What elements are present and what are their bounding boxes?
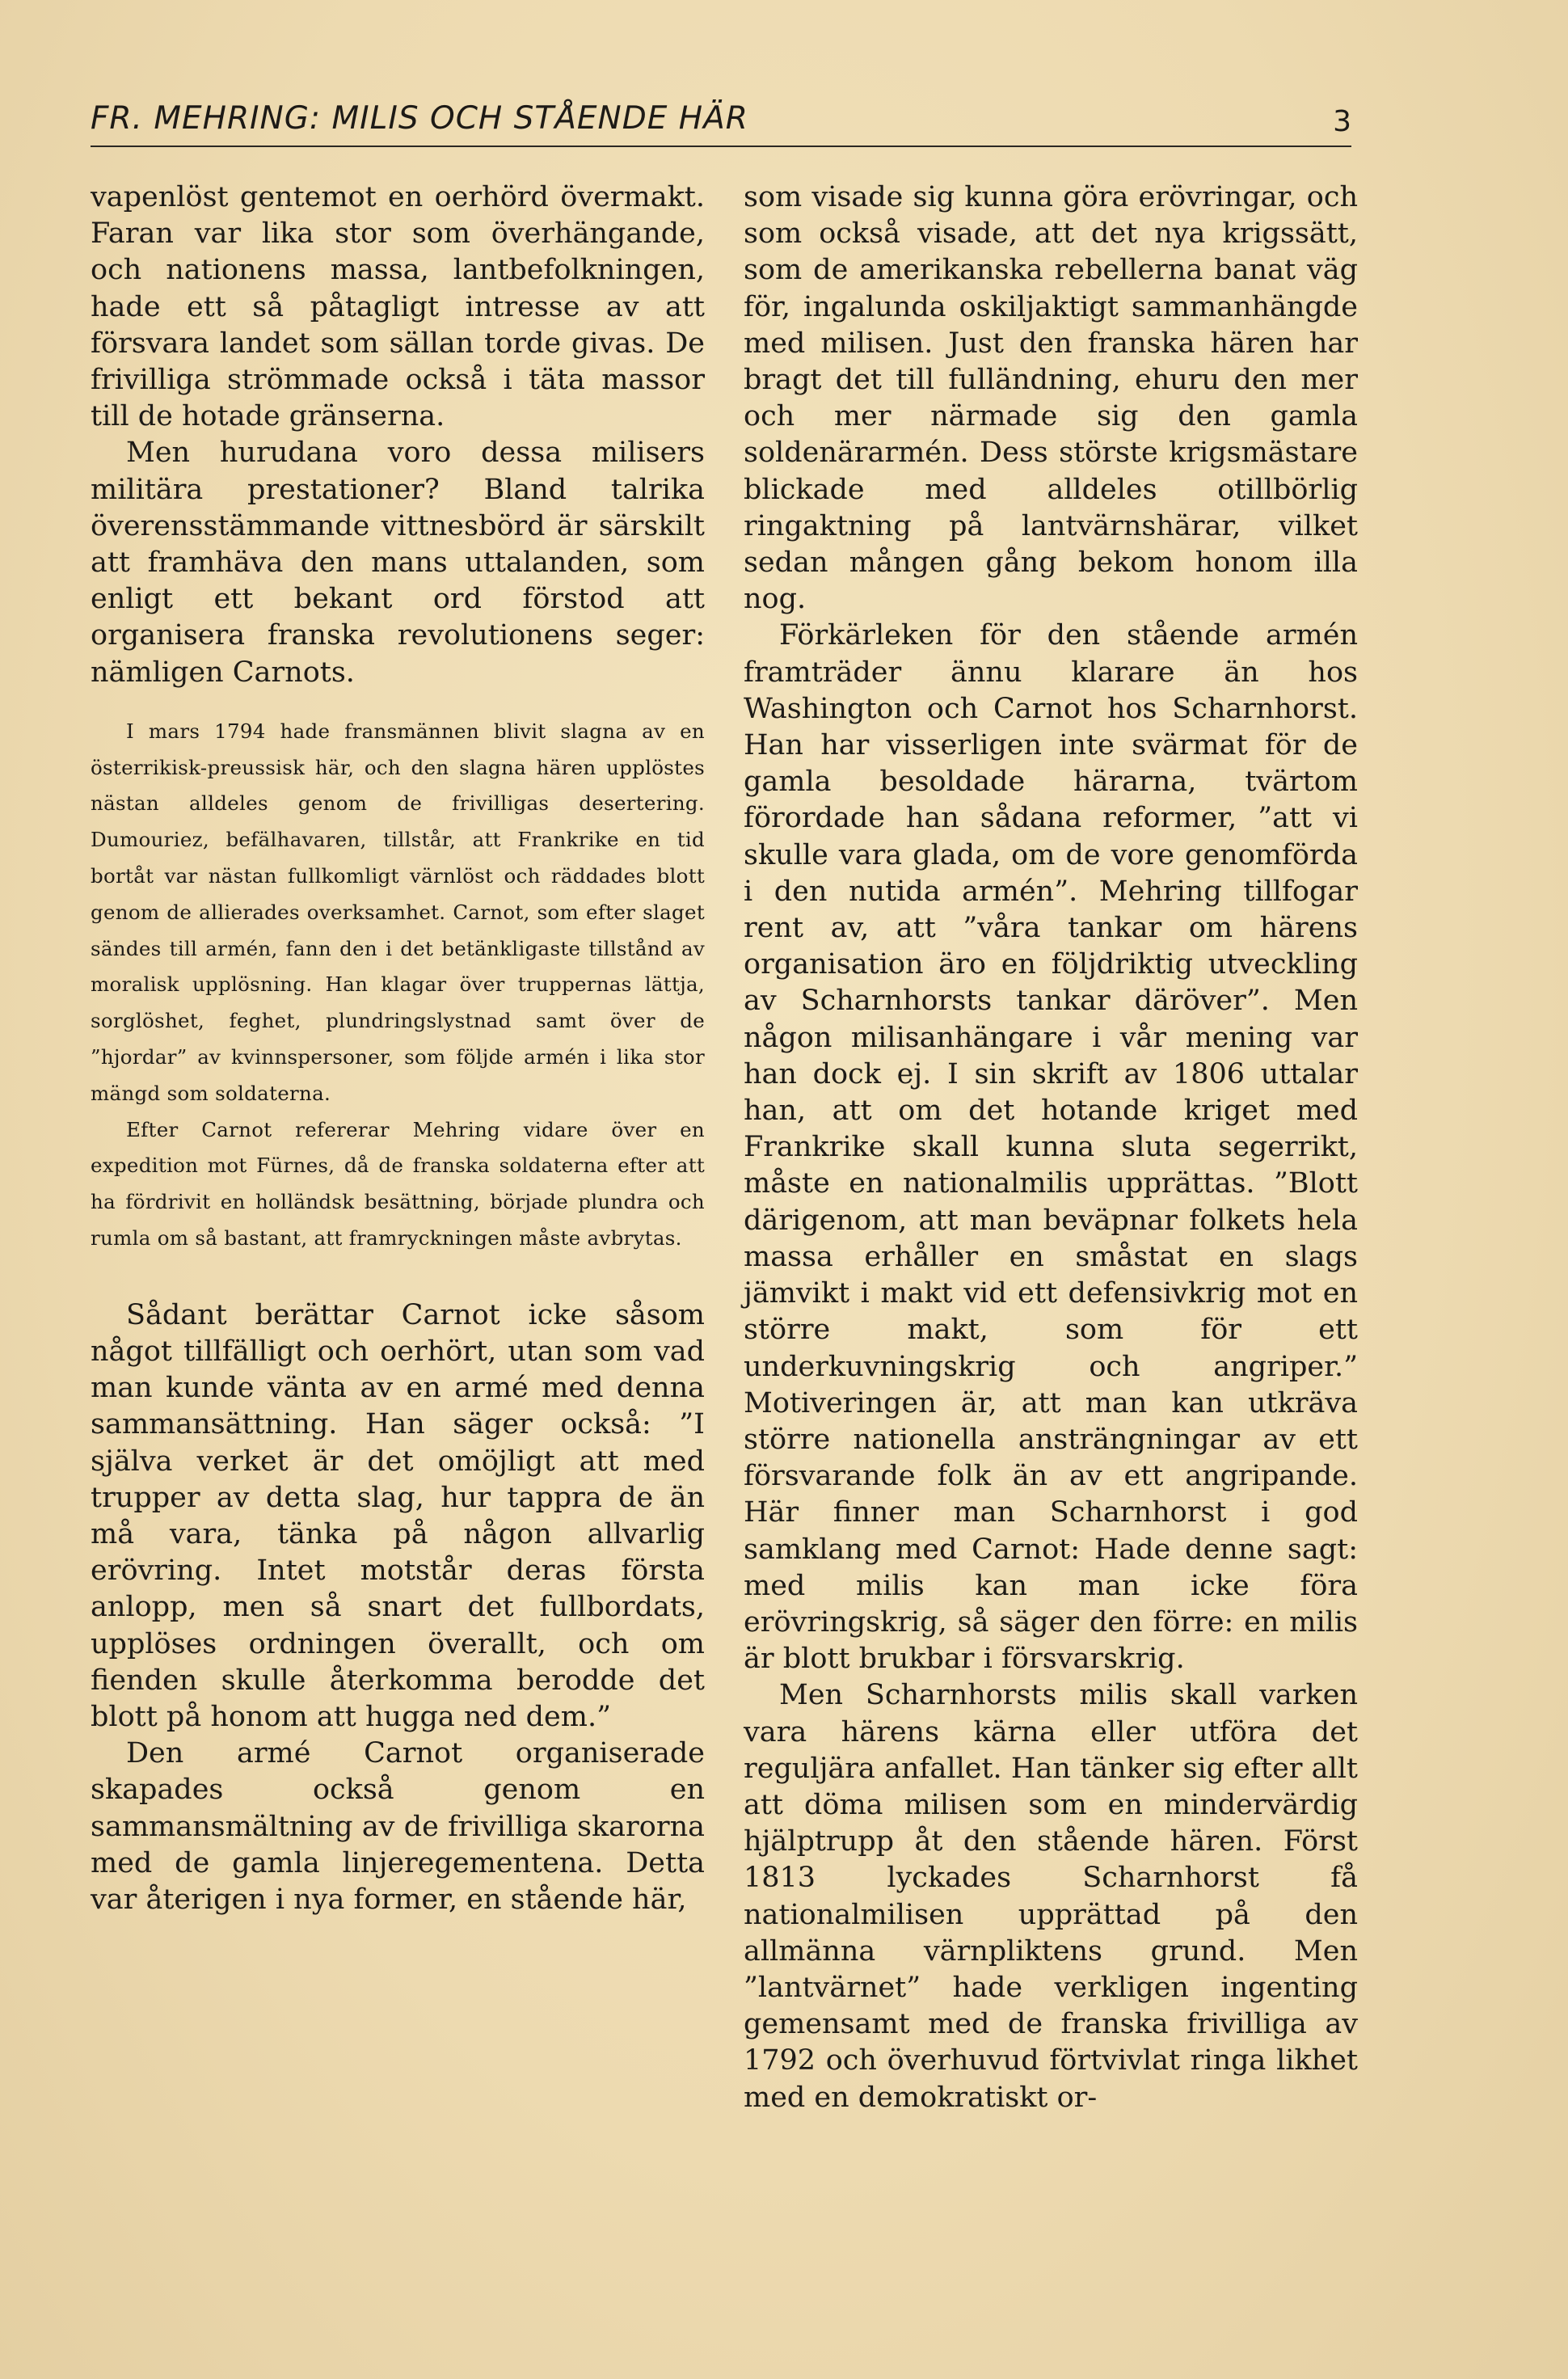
right-paragraph-3: Men Scharnhorsts milis skall varken vara härens kärna eller utföra det reguljära anfallet. Han tänker sig efter allt att döma milisen som en mindervärdig hjälptrupp åt den stående hären. Först 1813 lyckades Scharnhorst få nationalmilisen upprättad på den allmänna värnpliktens grund. Men ”lantvärnet” hade verkligen ingenting gemensamt med de franska frivilliga av 1792 och överhuvud förtvivlat ringa likhet med en demokratiskt or- [744, 1679, 1358, 2114]
left-column [91, 179, 705, 1918]
left-paragraph-4: Den armé Carnot organiserade skapades också genom en sammansmältning av de frivilliga skarorna med de gamla linjeregementena. Detta var återigen i nya former, en stående här, [91, 1737, 705, 1917]
running-title: FR. MEHRING: MILIS OCH STÅENDE HÄR [91, 100, 748, 137]
note-paragraph-1: I mars 1794 hade fransmännen blivit slagna av en österrikisk-preussisk här, och den slagna hären upplöstes nästan alldeles genom de frivilligas desertering. Dumouriez, befälhavaren, tillstår, att Frankrike en tid bortåt var nästan fullkomligt värnlöst och räddades blott genom de allierades overksamhet. Carnot, som efter slaget sändes till armén, fann den i det betänkligaste tillstånd av moralisk upplösning. Han klagar över truppernas lättja, sorglöshet, feghet, plundringslystnad samt över de ”hjordar” av kvinnspersoner, som följde armén i lika stor mängd som soldaterna. [91, 719, 705, 1105]
right-paragraph-2: Förkärleken för den stående armén framträder ännu klarare än hos Washington och Carnot hos Scharnhorst. Han har visserligen inte svärmat för de gamla besoldade härarna, tvärtom förordade han sådana reformer, ”att vi skulle vara glada, om de vore genomförda i den nutida armén”. Mehring tillfogar rent av, att ”våra tankar om härens organisation äro en följdriktig utveckling av Scharnhorsts tankar däröver”. Men någon milisanhängare i vår mening var han dock ej. I sin skrift av 1806 uttalar han, att om det hotande kriget med Frankrike skall kunna sluta segerrikt, måste en nationalmilis upprättas. ”Blott därigenom, att man beväpnar folkets hela massa erhåller en småstat en slags jämvikt i makt vid ett defensivkrig mot en större makt, som för ett underkuvningskrig och angriper.” Motiveringen är, att man kan utkräva större nationella ansträngningar av ett försvarande folk än av ett angripande. Här finner man Scharnhorst i god samklang med Carnot: Hade denne sagt: med milis kan man icke föra erövringskrig, så säger den förre: en milis är blott brukbar i försvarskrig. [744, 619, 1358, 1676]
left-paragraph-3: Sådant berättar Carnot icke såsom något tillfälligt och oerhört, utan som vad man kunde vänta av en armé med denna sammansättning. Han säger också: ”I själva verket är det omöjligt att med trupper av detta slag, hur tappra de än må vara, tänka på någon allvarlig erövring. Intet motstår deras första anlopp, men så snart det fullbordats, upplöses ordningen överallt, och om fienden skulle återkomma berodde det blott på honom att hugga ned dem.” [91, 1298, 705, 1734]
page-number: 3 [1333, 105, 1351, 138]
page-header [91, 97, 1351, 147]
left-body-continued [91, 1297, 705, 1918]
right-column [744, 179, 1358, 2116]
left-paragraph-2: Men hurudana voro dessa milisers militära prestationer? Bland talrika överensstämmande vittnesbörd är särskilt att framhäva den mans uttalanden, som enligt ett bekant ord förstod att organisera franska revolutionens seger: nämligen Carnots. [91, 437, 705, 689]
inset-note [91, 714, 705, 1257]
right-paragraph-1: som visade sig kunna göra erövringar, och som också visade, att det nya krigssätt, som de amerikanska rebellerna banat väg för, ingalunda oskiljaktigt sammanhängde med milisen. Just den franska hären har bragt det till fulländning, ehuru den mer och mer närmade sig den gamla soldenärarmén. Dess störste krigsmästare blickade med alldeles otillbörlig ringaktning på lantvärnshärar, vilket sedan mången gång bekom honom illa nog. [744, 181, 1358, 616]
left-paragraph-1: vapenlöst gentemot en oerhörd övermakt. Faran var lika stor som överhängande, och nationens massa, lantbefolkningen, hade ett så påtagligt intresse av att försvara landet som sällan torde givas. De frivilliga strömmade också i täta massor till de hotade gränserna. [91, 181, 705, 433]
note-paragraph-2: Efter Carnot refererar Mehring vidare över en expedition mot Fürnes, då de franska soldaterna efter att ha fördrivit en holländsk besättning, började plundra och rumla om så bastant, att framryckningen måste avbrytas. [91, 1117, 705, 1250]
